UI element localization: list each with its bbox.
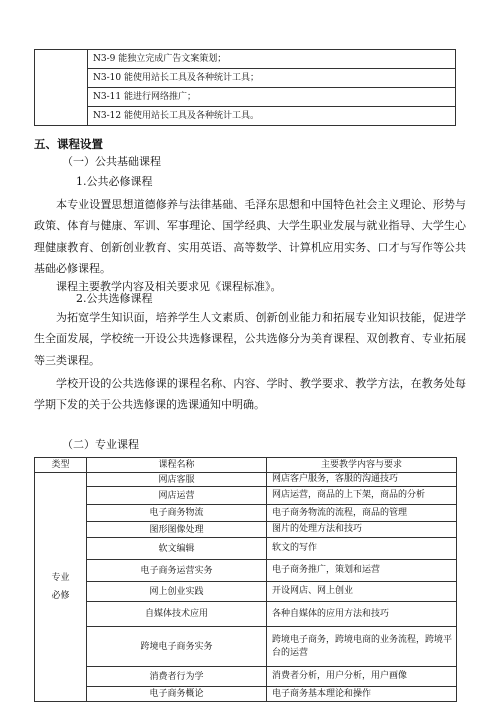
course-content: 跨境电子商务，跨境电商的业务流程，跨境平台的运营 [267,627,457,667]
table-row [35,473,457,487]
course-content: 电子商务基本理论和操作 [267,687,457,702]
competency-table [34,49,456,126]
table-row [35,560,457,582]
paragraph-standards-ref: 课程主要教学内容及相关要求见《课程标准》。 [56,280,282,293]
table-row [35,538,457,560]
competency-cell: N3-12 能使用站长工具及各种统计工具。 [88,107,456,126]
course-name: 图形图像处理 [87,522,267,538]
course-name: 自媒体技术应用 [87,602,267,627]
header-course-name: 课程名称 [87,458,267,473]
header-type: 类型 [35,458,87,473]
table-row [35,522,457,538]
course-content: 软文的写作 [267,538,457,560]
course-name: 电子商务运营实务 [87,560,267,582]
course-name: 跨境电子商务实务 [87,627,267,667]
competency-cell: N3-9 能独立完成广告文案策划； [88,50,456,69]
course-name: 网店客服 [87,473,267,487]
table-row [35,687,457,702]
competency-cell: N3-10 能使用站长工具及各种统计工具； [88,69,456,88]
course-content: 图片的处理方法和技巧 [267,522,457,538]
table-row [35,627,457,667]
table-row [35,69,456,88]
subsection-heading-public: （一）公共基础课程 [62,155,161,168]
course-content: 消费者分析，用户分析，用户画像 [267,667,457,687]
table-row [35,107,456,126]
category-label-line1: 专业 [51,573,70,583]
item-heading-required: 1.公共必修课程 [76,175,153,188]
table-row [35,505,457,522]
paragraph-elective-courses: 为拓宽学生知识面，培养学生人文素质、创新创业能力和拓展专业知识技能，促进学生全面发展，学校统一开设公共选修课程，公共选修分为美育课程、双创教育、专业拓展等三类课程。 [34,311,466,367]
course-name: 电子商务概论 [87,687,267,702]
blank-cell [35,50,88,126]
paragraph-elective-notice: 学校开设的公共选修课的课程名称、内容、学时、教学要求、教学方法，在教务处每学期下发的关于公共选修课的选课通知中明确。 [34,377,466,412]
course-name: 消费者行为学 [87,667,267,687]
item-heading-elective: 2.公共选修课程 [76,292,153,305]
paragraph-required-courses: 本专业设置思想道德修养与法律基础、毛泽东思想和中国特色社会主义理论、形势与政策、体育与健康、军训、军事理论、国学经典、大学生职业发展与就业指导、大学生心理健康教育、创新创业教育、实用英语、高等数学、计算机应用实务、口才与写作等公共基础必修课程。 [34,198,466,275]
subsection-heading-major: （二）专业课程 [62,438,139,451]
course-name: 网上创业实践 [87,582,267,602]
course-name: 软文编辑 [87,538,267,560]
table-row [35,88,456,107]
course-content: 各种自媒体的应用方法和技巧 [267,602,457,627]
table-header-row [35,458,457,473]
course-content: 电子商务物流的流程，商品的管理 [267,505,457,522]
course-content: 网店客户服务，客服的沟通技巧 [267,473,457,487]
table-row [35,582,457,602]
course-content: 网店运营，商品的上下架，商品的分析 [267,487,457,505]
major-course-table [34,457,457,702]
table-row [35,487,457,505]
competency-cell: N3-11 能进行网络推广； [88,88,456,107]
header-content: 主要教学内容与要求 [267,458,457,473]
table-row [35,602,457,627]
course-name: 网店运营 [87,487,267,505]
course-content: 开设网店、网上创业 [267,582,457,602]
section-title: 五、课程设置 [34,137,103,151]
table-row [35,667,457,687]
category-cell [35,473,87,702]
course-content: 电子商务推广，策划和运营 [267,560,457,582]
course-name: 电子商务物流 [87,505,267,522]
category-label-line2: 必修 [51,591,70,601]
table-row [35,50,456,69]
